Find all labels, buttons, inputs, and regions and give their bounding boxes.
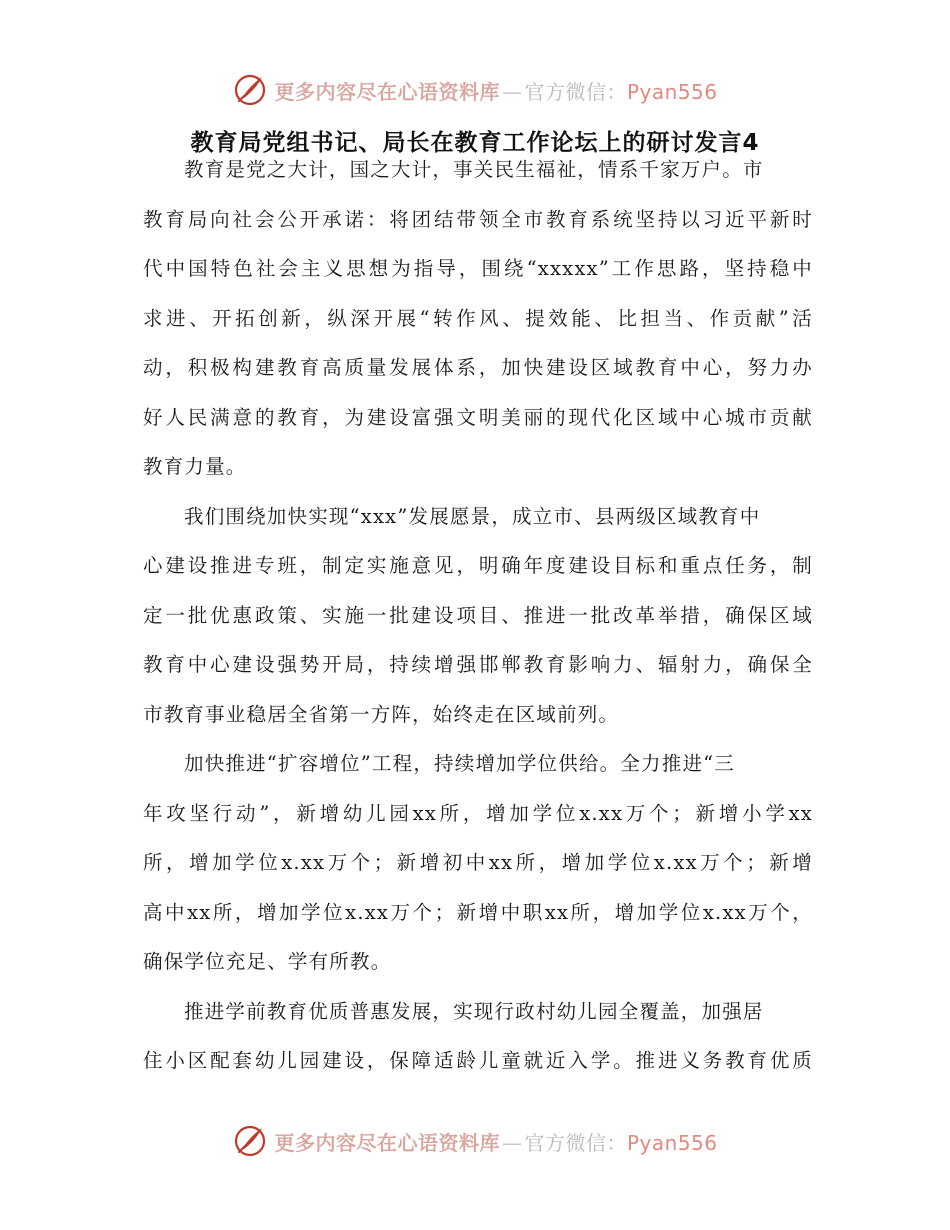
- body-line: 确保学位充足、学有所教。: [143, 950, 392, 973]
- banner-text: [274, 1127, 717, 1156]
- body-line: 动，积极构建教育高质量发展体系，加快建设区域教育中心，努力办: [143, 356, 813, 379]
- body-line: 加快推进“扩容增位”工程，持续增加学位供给。全力推进“三: [184, 752, 736, 775]
- body-line: 年攻坚行动”，新增幼儿园xx所，增加学位x.xx万个；新增小学xx: [143, 801, 813, 825]
- banner-wechat-id: Pyan556: [626, 79, 718, 104]
- quill-logo-icon: [232, 72, 268, 108]
- body-line: 推进学前教育优质普惠发展，实现行政村幼儿园全覆盖，加强居: [184, 999, 764, 1023]
- body-line: 教育局向社会公开承诺：将团结带领全市教育系统坚持以习近平新时: [143, 207, 813, 231]
- body-line: 教育力量。: [143, 455, 247, 478]
- body-line: 代中国特色社会主义思想为指导，围绕“xxxxx”工作思路，坚持稳中: [143, 257, 813, 280]
- document-body: [143, 145, 813, 1086]
- footer-watermark-banner: [0, 1121, 950, 1161]
- body-line: 教育中心建设强势开局，持续增强邯郸教育影响力、辐射力，确保全: [143, 653, 813, 676]
- body-line: 所，增加学位x.xx万个；新增初中xx所，增加学位x.xx万个；新增: [143, 851, 813, 874]
- banner-separator: —: [501, 1130, 523, 1155]
- banner-official-label: 官方微信：: [524, 1130, 627, 1155]
- banner-separator: —: [501, 79, 523, 104]
- body-line: 求进、开拓创新，纵深开展“转作风、提效能、比担当、作贡献”活: [143, 306, 813, 330]
- body-line: 心建设推进专班，制定实施意见，明确年度建设目标和重点任务，制: [143, 554, 813, 577]
- document-title: 教育局党组书记、局长在教育工作论坛上的研讨发言4: [190, 130, 760, 156]
- banner-main-text: 更多内容尽在心语资料库: [274, 79, 500, 104]
- body-line: 好人民满意的教育，为建设富强文明美丽的现代化区域中心城市贡献: [143, 405, 813, 429]
- body-line: 市教育事业稳居全省第一方阵，始终走在区域前列。: [143, 702, 620, 726]
- body-line: 我们围绕加快实现“xxx”发展愿景，成立市、县两级区域教育中: [184, 504, 761, 528]
- banner-main-text: 更多内容尽在心语资料库: [274, 1130, 500, 1155]
- header-watermark-banner: [0, 70, 950, 110]
- quill-logo-icon: [232, 1123, 268, 1159]
- body-line: 高中xx所，增加学位x.xx万个；新增中职xx所，增加学位x.xx万个，: [143, 900, 813, 924]
- body-line: 住小区配套幼儿园建设，保障适龄儿童就近入学。推进义务教育优质: [143, 1049, 813, 1072]
- body-line: 定一批优惠政策、实施一批建设项目、推进一批改革举措，确保区域: [143, 603, 813, 627]
- banner-wechat-id: Pyan556: [626, 1130, 718, 1155]
- banner-official-label: 官方微信：: [524, 79, 627, 104]
- body-line: 教育是党之大计，国之大计，事关民生福祉，情系千家万户。市: [184, 158, 764, 181]
- banner-text: [274, 76, 717, 105]
